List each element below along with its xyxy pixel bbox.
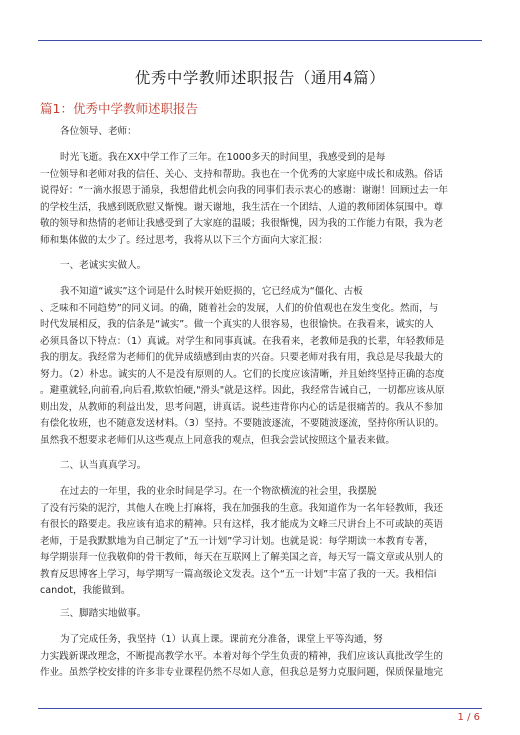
header-rule [38, 40, 482, 41]
paragraph-line: 时光飞逝。我在XX中学工作了三年。在1000多天的时间里，我感受到的是每 [60, 152, 386, 163]
paragraph-3 [40, 484, 482, 600]
heading-3: 三、脚踏实地做事。 [60, 608, 147, 619]
paragraph-line: 力实践新课改理念，不断提高教学水平。本着对每个学生负责的精神，我们应该认真批改学生的 [40, 650, 443, 662]
paragraph-line: 有很长的路要走。我应该有追求的精神。只有这样，我才能成为文峰三尺讲台上不可或缺的英语 [40, 519, 443, 530]
heading-1: 一、老诚实实做人。 [60, 260, 147, 271]
paragraph-line: candot，我能做到。 [40, 585, 131, 596]
paragraph-line: 了没有污染的泥泞，其他人在晚上打麻将，我在加强我的生意。我知道作为一名年轻教师，我还 [40, 502, 443, 514]
paragraph-line: 我的朋友。我经常为老师们的优异成绩感到由衷的兴奋。只要老师对我有用，我总是尽我最大的 [40, 352, 443, 363]
paragraph-line: 一位领导和老师对我的信任、关心、支持和帮助。我也在一个优秀的大家庭中成长和成熟。俗话 [40, 168, 443, 180]
paragraph-line: 。避重就轻,向前看,向后看,欺软怕硬,"滑头"就是这样。因此，我经常告诫自己，一切都应该从原 [40, 385, 445, 396]
paragraph-line: 说得好：“一滴水报恩于涌泉，我想借此机会向我的同事们表示衷心的感谢：谢谢！回顾过去一年 [40, 185, 448, 196]
document-title: 优秀中学教师述职报告（通用4篇） [134, 69, 386, 87]
paragraph-line: 必须具备以下特点：（1）真诚。对学生和同事真诚。在我看来，老教师是我的长辈，年轻教师是 [40, 335, 445, 347]
paragraph-line: 师和集体做的太少了。经过思考，我将从以下三个方面向大家汇报： [40, 234, 328, 246]
paragraph-line: 为了完成任务，我坚持（1）认真上课。课前充分准备，课堂上平等沟通，努 [60, 634, 383, 645]
paragraph-2 [40, 284, 482, 449]
paragraph-line: 、乏味和不同趋势”的同义词。的确，随着社会的发展，人们的价值观也在发生变化。然而，与 [40, 302, 439, 314]
paragraph-line: 时代发展相反，我的信条是“诚实”。做一个真实的人很容易，也很愉快。在我看来，诚实的人 [40, 319, 434, 330]
heading-2: 二、认当真真学习。 [60, 460, 147, 471]
paragraph-line: 虽然我不想要求老师们从这些观点上同意我的观点，但我会尝试按照这个量表来做。 [40, 434, 395, 446]
paragraph-line: 敬的领导和热情的老师让我感受到了大家庭的温暖；我很惭愧，因为我的工作能力有限，我为老 [40, 218, 443, 229]
paragraph-4 [40, 632, 482, 682]
paragraph-line: 作业。虽然学校安排的许多非专业课程仍然不尽如人意，但我总是努力克服问题，保质保量地完 [40, 667, 443, 678]
paragraph-line: 我不知道“诚实”这个词是什么时候开始贬损的，它已经成为“僵化、古板 [60, 286, 363, 297]
paragraph-1 [40, 150, 482, 249]
paragraph-line: 教育反思博客上学习，每学期写一篇高级论文发表。这个“五一计划”丰富了我的一天。我相信i [40, 568, 437, 580]
paragraph-line: 老师，于是我默默地为自己制定了“五一计划”学习计划。也就是说：每学期读一本教育专著， [40, 535, 434, 547]
paragraph-line: 则出发，从教师的利益出发，思考问题，讲真话。说些违背你内心的话是很痛苦的。我从不参加 [40, 401, 443, 413]
paragraph-line: 努力。（2）朴忠。诚实的人不是没有原则的人。它们的长度应该清晰，并且始终坚持正确的态度 [40, 368, 445, 380]
footer-rule [38, 708, 482, 709]
section-title: 篇1：优秀中学教师述职报告 [40, 101, 198, 116]
paragraph-line: 的学校生活，我感到既欣慰又惭愧。谢天谢地，我生活在一个团结、人道的教师团体氛围中。尊 [40, 201, 443, 213]
paragraph-line: 每学期崇拜一位我敬仰的骨干教师，每天在互联网上了解美国之音，每天写一篇文章或从别人的 [40, 552, 443, 563]
paragraph-line: 有偿化妆班，也不随意发送材料。（3）坚持。不要随波逐流，不要随波逐流，坚持你所认识的。 [40, 418, 445, 429]
page-number: 1 / 6 [457, 712, 480, 723]
paragraph-line: 在过去的一年里，我的业余时间是学习。在一个物欲横流的社会里，我摆脱 [60, 486, 377, 497]
greeting: 各位领导、老师： [60, 126, 137, 137]
